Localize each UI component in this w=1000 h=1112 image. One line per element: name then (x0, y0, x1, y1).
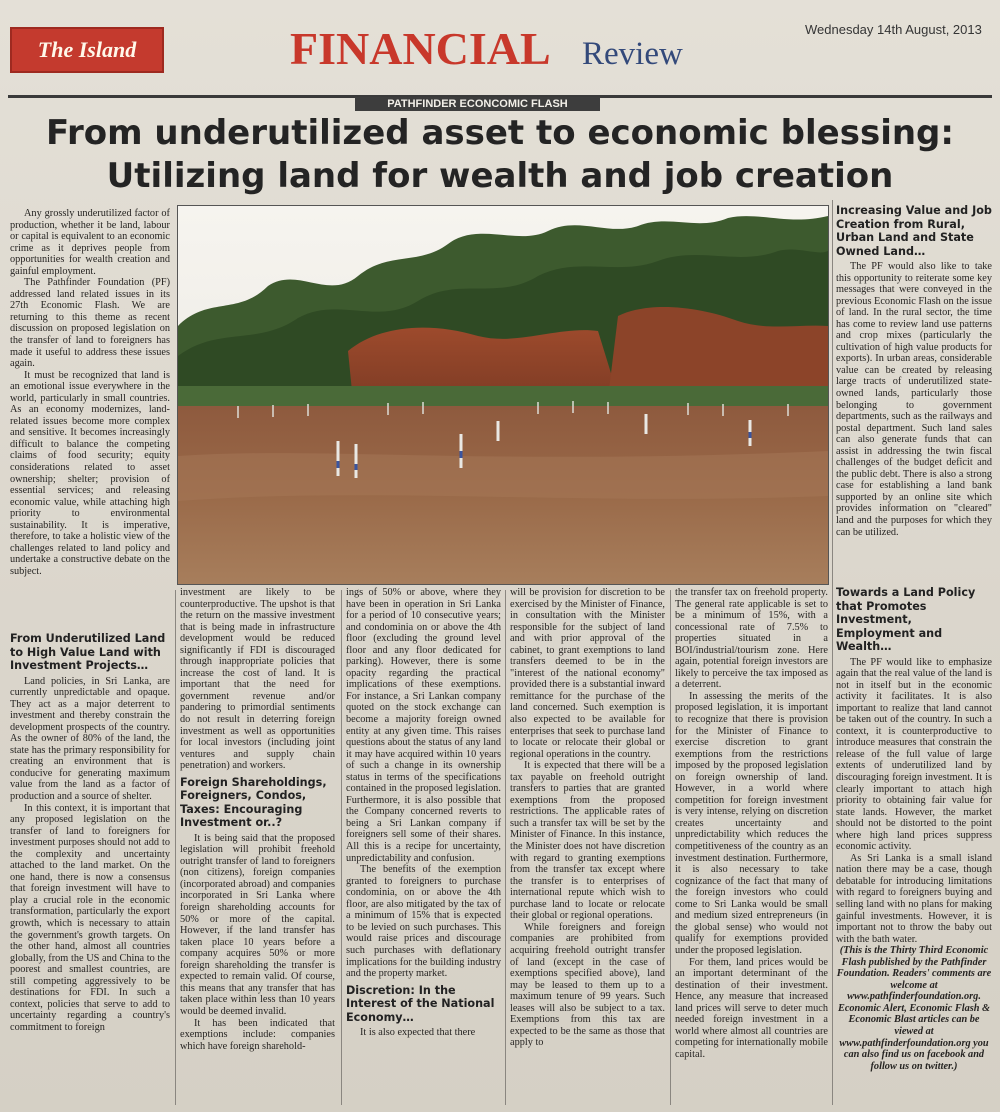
section-title-review: Review (582, 36, 683, 72)
paragraph: It is also expected that there (360, 1027, 476, 1039)
article-credit: (This is the Thirty Third Economic Flash published by the Pathfinder Foundation. Readers' comments are welcome at www.pathfinderfoundation.org. Economic Alert, Economic Flash & Economic Blast articles can be viewed at www.pathfinderfoundation.org you can also find us on facebook and follow us on twitter.) (836, 945, 992, 1072)
column-rule (175, 590, 176, 1105)
article-column-6-top (836, 200, 992, 538)
subheading: Towards a Land Policy that Promotes Investment, Employment and Wealth… (836, 586, 976, 653)
subheading: From Underutilized Land to High Value Land with Investment Projects… (10, 632, 166, 672)
article-column-3 (346, 587, 501, 1039)
paragraph: ings of 50% or above, where they have been in operation in Sri Lanka for a period of 10 consecutive years; and condominia on or above the 4th floor (excluding the ground level floor and any floor dedicated for parking). However, there is some opacity regarding the practical implications of these exemptions. For instance, a Sri Lankan company quoted on the stock exchange can become a majority foreign owned entity at any given time. This raises questions about the status of any land it may have acquired within 10 years of such a change in its ownership status in terms of the specifications contained in the proposed legislation. Furthermore, it is also possible that the Company concerned reverts to being a Sri Lankan company if foreigners sell some of their shares. All this is a recipe for uncertainty, unpredictability and confusion. (346, 587, 501, 864)
paragraph: will be provision for discretion to be exercised by the Minister of Finance, in consultation with the Minister responsible for the subject of land and with prior approval of the cabinet, to grant exemptions to land transfers deemed to be in the "interest of the national economy" provided there is a substantial inward remittance for the purchase of the land concerned. Such exemption is also expected to be available for enterprises that seek to purchase land to locate or relocate their global or regional operations in the country. (510, 587, 665, 760)
paragraph: The PF would like to emphasize again that the real value of the land is not in itself but in the economic activity it facilitates. It is also important to realize that land cannot be taken out of the country. In such a context, it is counterproductive to introduce measures that constrain the release of the full value of large extents of underutilized land by discouraging foreign investment. It is clearly important to attach high priority to obtaining fair value for state lands. However, the market should not be distorted to the point where high land prices suppress economic activity. (836, 656, 992, 853)
paragraph: It has been indicated that exemptions include: companies which have foreign sharehold- (180, 1017, 335, 1052)
headline-line-1: From underutilized asset to economic blessing: (45, 113, 954, 153)
subheading: Increasing Value and Job Creation from Rural, Urban Land and State Owned Land… (836, 204, 992, 258)
subheading: Discretion: In the Interest of the National Economy… (346, 983, 495, 1024)
issue-date: Wednesday 14th August, 2013 (805, 22, 982, 37)
paragraph: It is expected that there will be a tax payable on freehold outright transfers to parties that are granted exemptions from the proposed restrictions. The applicable rates of such a transfer tax will be set by the Minister of Finance. In this instance, the Minister does not have discretion with regard to granting exemptions from the transfer tax except where the transfer is to enterprises of international repute which wish to purchase land to locate or relocate their global or regional operations. (510, 760, 665, 922)
column-rule (505, 590, 506, 1105)
paper-name: The Island (37, 37, 137, 62)
landscape-photo (177, 205, 829, 585)
column-rule (670, 590, 671, 1105)
column-rule (341, 590, 342, 1105)
paragraph: The benefits of the exemption granted to foreigners to purchase condominia, on or above the 4th floor, are also mitigated by the tax of a minimum of 15% that is expected to be levied on such purchases. This would raise prices and discourage such purchases with deflationary implications for the building industry and the property market. (346, 864, 501, 980)
article-column-5 (675, 587, 828, 1060)
headline-line-2: Utilizing land for wealth and job creation (106, 156, 894, 196)
article-column-6-bottom (836, 582, 992, 1072)
article-column-1-bottom (10, 628, 170, 1033)
paragraph: In this context, it is important that any proposed legislation on the transfer of land to foreigners for investment purposes should not add to the complexity and uncertainty attached to the land market. On the one hand, there is now a consensus that foreign investment will have to play a crucial role in the economic transformation, particularly the export growth, which is necessary to attain the government's growth targets. On the other hand, almost all countries globally, from the US and China to the poorest and smallest countries, are still competing aggressively to be destinations for FDI. In such a context, policies that serve to add to uncertainty regarding a country's commitment to foreign (10, 802, 170, 1033)
photo-illustration (178, 206, 828, 584)
article-column-2 (180, 587, 335, 1052)
paragraph: For them, land prices would be an important determinant of the destination of their investment. Hence, any measure that increased land prices will serve to deter much needed foreign investment in a world where almost all countries are competing for internationally mobile capital. (675, 956, 828, 1060)
paragraph: investment are likely to be counterproductive. The upshot is that the return on the massive investment that is being made in infrastructure development would be reduced significantly if FDI is discouraged through inappropriate policies that increase the cost of land. It is important that the need for government revenue and/or pandering to primordial sentiments do not result in deterring foreign investment as well as opportunities for local investors (including joint ventures and supply chain penetration) and workers. (180, 587, 335, 772)
article-column-4 (510, 587, 665, 1049)
paragraph: In assessing the merits of the proposed legislation, it is important to recognize that there is provision for the Minister of Finance to exercise discretion to grant exemptions from the restrictions imposed by the proposed legislation on foreign ownership of land. However, in a world where competition for foreign investment is very intense, relying on discretion creates uncertainty and unpredictability which reduces the competitiveness of the country as an investment destination. Furthermore, it is also necessary to take cognizance of the fact that many of the foreign investors who could come to Sri Lanka would be small and medium sized entrepreneurs (in the global sense) who would not qualify for exemptions provided under the proposed legislation. (675, 690, 828, 956)
paragraph: The PF would also like to take this opportunity to reiterate some key messages that were conveyed in the previous Economic Flash on the issue of land. In the rural sector, the time has come to review land use patterns and crop mixes (particularly the cultivation of high value products for exports). In urban areas, considerable value can be created by releasing large tracts of underutilized state-owned lands, particularly those belonging to government departments, such as the railways and postal department. Such land sales can also generate funds that can assist in addressing the twin fiscal challenges of the budget deficit and the public debt. There is also a strong case for establishing a land bank supported by an online site which provides information on "cleared" land and the purposes for which they can be utilized. (836, 261, 992, 538)
paper-logo (10, 27, 164, 73)
column-rule (832, 200, 833, 1105)
article-column-1-top (10, 208, 170, 578)
paragraph: It is being said that the proposed legislation will prohibit freehold outright transfer of land to foreigners (non citizens), foreign companies (incorporated abroad) and companies incorporated in Sri Lanka where foreign shareholding accounts for 50% or more of the capital. However, if the land transfer has taken place 10 years before a company acquires 50% or more foreign shareholding the transfer is expected to remain valid. Of course, this means that any transfer that has taken place within less than 10 years would be deemed invalid. (180, 832, 335, 1017)
paragraph: Any grossly underutilized factor of production, whether it be land, labour or capital is equivalent to an economic crime as it deprives people from opportunities for wealth creation and gainful employment. (10, 208, 170, 277)
paragraph: the transfer tax on freehold property. The general rate applicable is set to be a minimum of 15%, with a concessional rate of 7.5% to properties situated in a BOI/industrial/tourism zone. Here again, potential foreign investors are likely to perceive the tax imposed as a deterrent. (675, 587, 828, 691)
section-title-financial: FINANCIAL (290, 23, 551, 74)
paragraph: While foreigners and foreign companies are prohibited from acquiring freehold outright transfer of land (except in the case of exemptions specified above), land may be leased to them up to a maximum tenure of 99 years. Such leases will also be subject to a tax. Exemptions from this tax are expected to be the same as those that apply to (510, 921, 665, 1049)
paragraph: The Pathfinder Foundation (PF) addressed land related issues in its 27th Economic Flash. We are returning to this theme as recent discussion on proposed legislation on the transfer of land to foreigners has made it useful to address these issues again. (10, 277, 170, 370)
flash-label: PATHFINDER ECONCOMIC FLASH (355, 97, 600, 111)
paragraph: Land policies, in Sri Lanka, are currently unpredictable and opaque. They act as a major deterrent to investment and thereby constrain the development prospects of the country. As the owner of 80% of the land, the state has the primary responsibility for creating an environment that is conducive for generating maximum value from the land as a factor of production and a source of shelter. (10, 675, 170, 802)
paragraph: It must be recognized that land is an emotional issue everywhere in the world, particularly in small countries. As an economy modernizes, land-related issues become more complex and sensitive. It becomes increasingly difficult to balance the competing claims of food security; equity considerations related to asset ownership; shelter; provision of essential services; and releasing economic value, while attaching high priority to environmental sustainability. It is imperative, therefore, to take a holistic view of the challenges related to land policy and undertake a constructive debate on the subject. (10, 369, 170, 577)
paragraph: As Sri Lanka is a small island nation there may be a case, though debatable for introducing limitations with regard to foreigners buying and selling land with no plans for making gainful investments. However, it is important not to throw the baby out with the bath water. (836, 852, 992, 945)
subheading: Foreign Shareholdings, Foreigners, Condos, Taxes: Encouraging Investment or..? (180, 775, 327, 830)
